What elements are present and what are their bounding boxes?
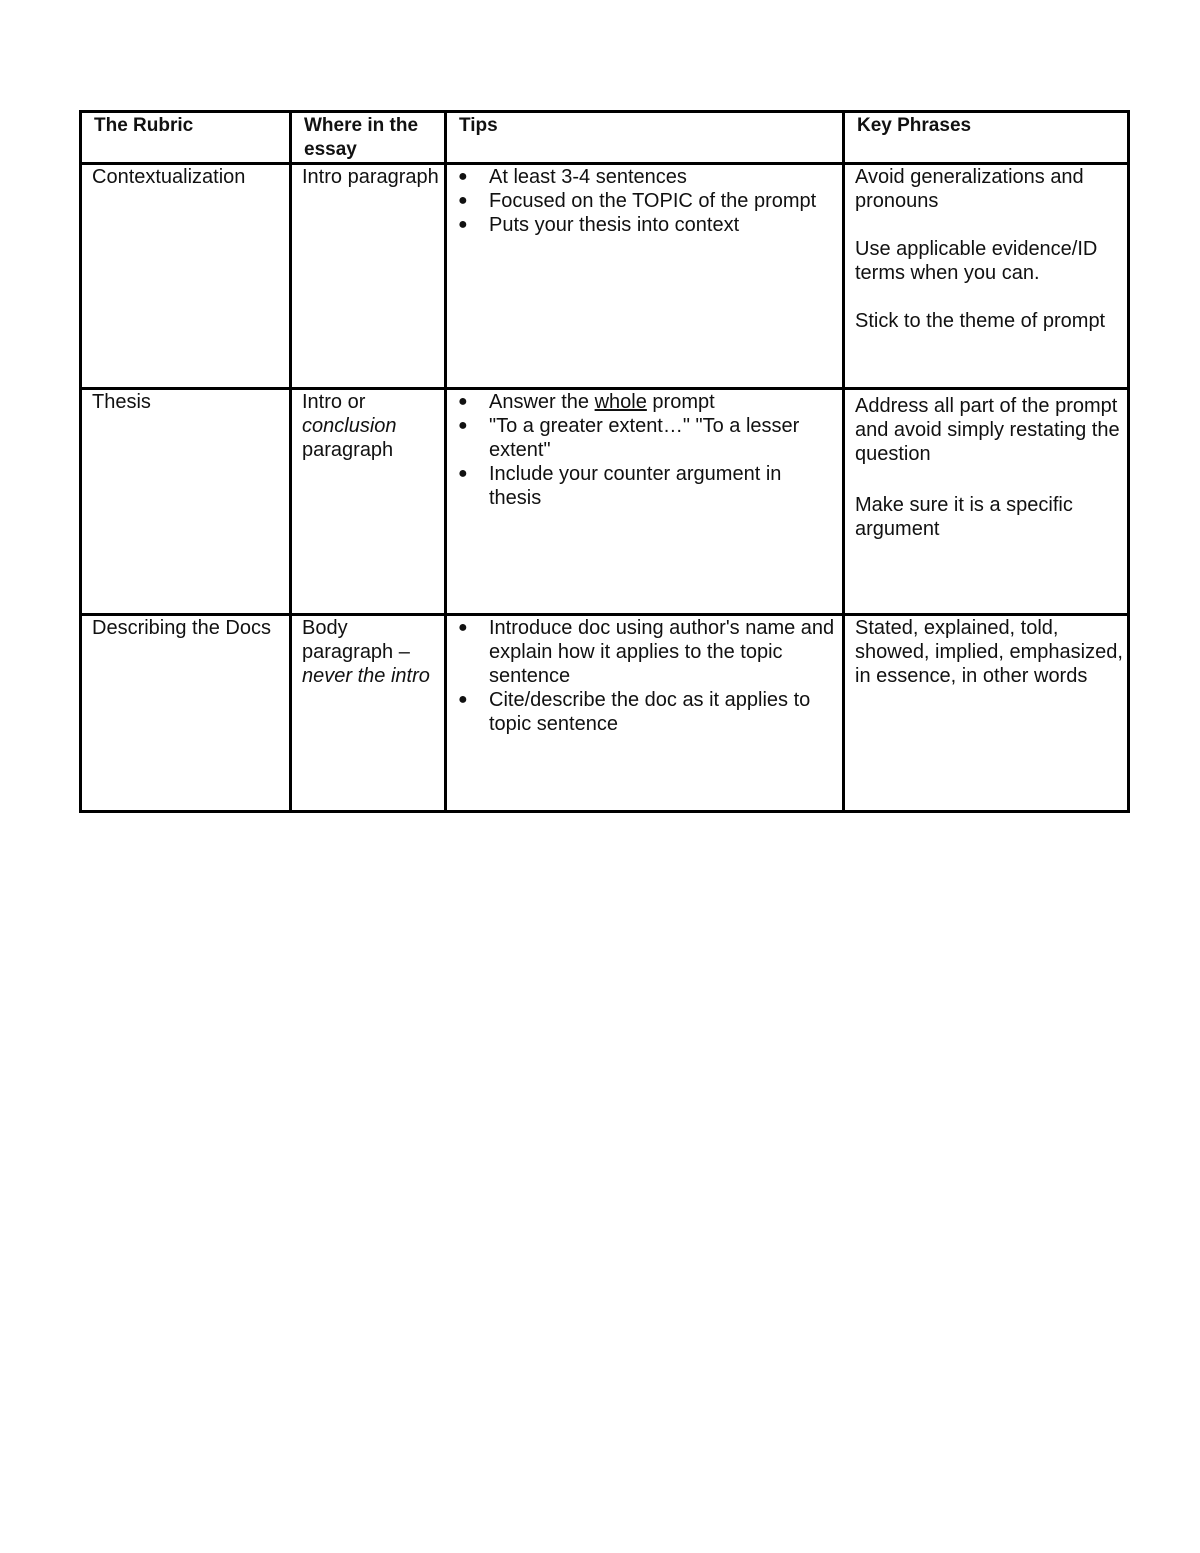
tip-text: Cite/describe the doc as it applies to topic sentence — [489, 689, 811, 735]
where-text-italic: never the intro — [302, 665, 430, 687]
where-cell — [291, 389, 446, 615]
key-phrases-cell — [844, 164, 1129, 389]
bullet-icon: ● — [458, 619, 468, 636]
key-phrase-paragraph: Address all part of the prompt and avoid simply restating the question — [855, 395, 1120, 465]
tip-text: prompt — [646, 391, 715, 413]
tips-cell — [446, 164, 844, 389]
key-phrase-paragraph: Use applicable evidence/ID terms when you can. — [855, 238, 1098, 284]
header-where-in-essay: Where in the essay — [291, 112, 446, 164]
tips-cell — [446, 615, 844, 812]
bullet-icon: ● — [458, 192, 468, 209]
tip-item — [457, 165, 842, 189]
where-text: paragraph — [302, 439, 394, 461]
tip-text: Focused on the TOPIC of the prompt — [489, 190, 817, 212]
tip-item — [457, 390, 842, 414]
tip-item — [457, 213, 842, 237]
bullet-icon: ● — [458, 216, 468, 233]
key-phrases-cell — [844, 615, 1129, 812]
tips-cell — [446, 389, 844, 615]
criterion-cell: Describing the Docs — [81, 615, 291, 812]
tip-text: "To a greater extent…" "To a lesser extent" — [489, 415, 800, 461]
criterion-cell: Contextualization — [81, 164, 291, 389]
tip-text: Include your counter argument in thesis — [489, 463, 782, 509]
tip-text: Puts your thesis into context — [489, 214, 740, 236]
tip-item — [457, 414, 842, 462]
tip-text: Answer the — [489, 391, 595, 413]
bullet-icon: ● — [458, 417, 468, 434]
where-text: Intro paragraph — [302, 166, 439, 188]
key-phrases-cell — [844, 389, 1129, 615]
key-phrase-paragraph: Stick to the theme of prompt — [855, 310, 1106, 332]
tip-item — [457, 189, 842, 213]
header-key-phrases: Key Phrases — [844, 112, 1129, 164]
table-row-contextualization — [81, 164, 1129, 389]
tips-list — [457, 390, 842, 510]
tips-list — [457, 165, 842, 237]
where-text-italic: conclusion — [302, 415, 397, 437]
where-text: Intro or — [302, 391, 366, 413]
rubric-table — [79, 110, 1130, 813]
bullet-icon: ● — [458, 168, 468, 185]
where-text: Body paragraph – — [302, 617, 410, 663]
table-row-describing-the-docs — [81, 615, 1129, 812]
tips-list — [457, 616, 842, 736]
where-cell — [291, 164, 446, 389]
tip-text-underlined: whole — [594, 391, 647, 413]
bullet-icon: ● — [458, 465, 468, 482]
key-phrase-paragraph: Stated, explained, told, showed, implied, emphasized, in essence, in other words — [855, 617, 1123, 687]
header-the-rubric: The Rubric — [81, 112, 291, 164]
tip-text: At least 3-4 sentences — [489, 166, 687, 188]
tip-item — [457, 462, 842, 510]
key-phrase-paragraph: Make sure it is a specific argument — [855, 494, 1073, 540]
table-row-thesis — [81, 389, 1129, 615]
where-cell — [291, 615, 446, 812]
tip-item — [457, 688, 842, 736]
bullet-icon: ● — [458, 393, 468, 410]
bullet-icon: ● — [458, 691, 468, 708]
key-phrase-paragraph: Avoid generalizations and pronouns — [855, 166, 1084, 212]
header-tips: Tips — [446, 112, 844, 164]
tip-item — [457, 616, 842, 688]
criterion-cell: Thesis — [81, 389, 291, 615]
header-row — [81, 112, 1129, 164]
tip-text: Introduce doc using author's name and explain how it applies to the topic sentence — [489, 617, 835, 687]
